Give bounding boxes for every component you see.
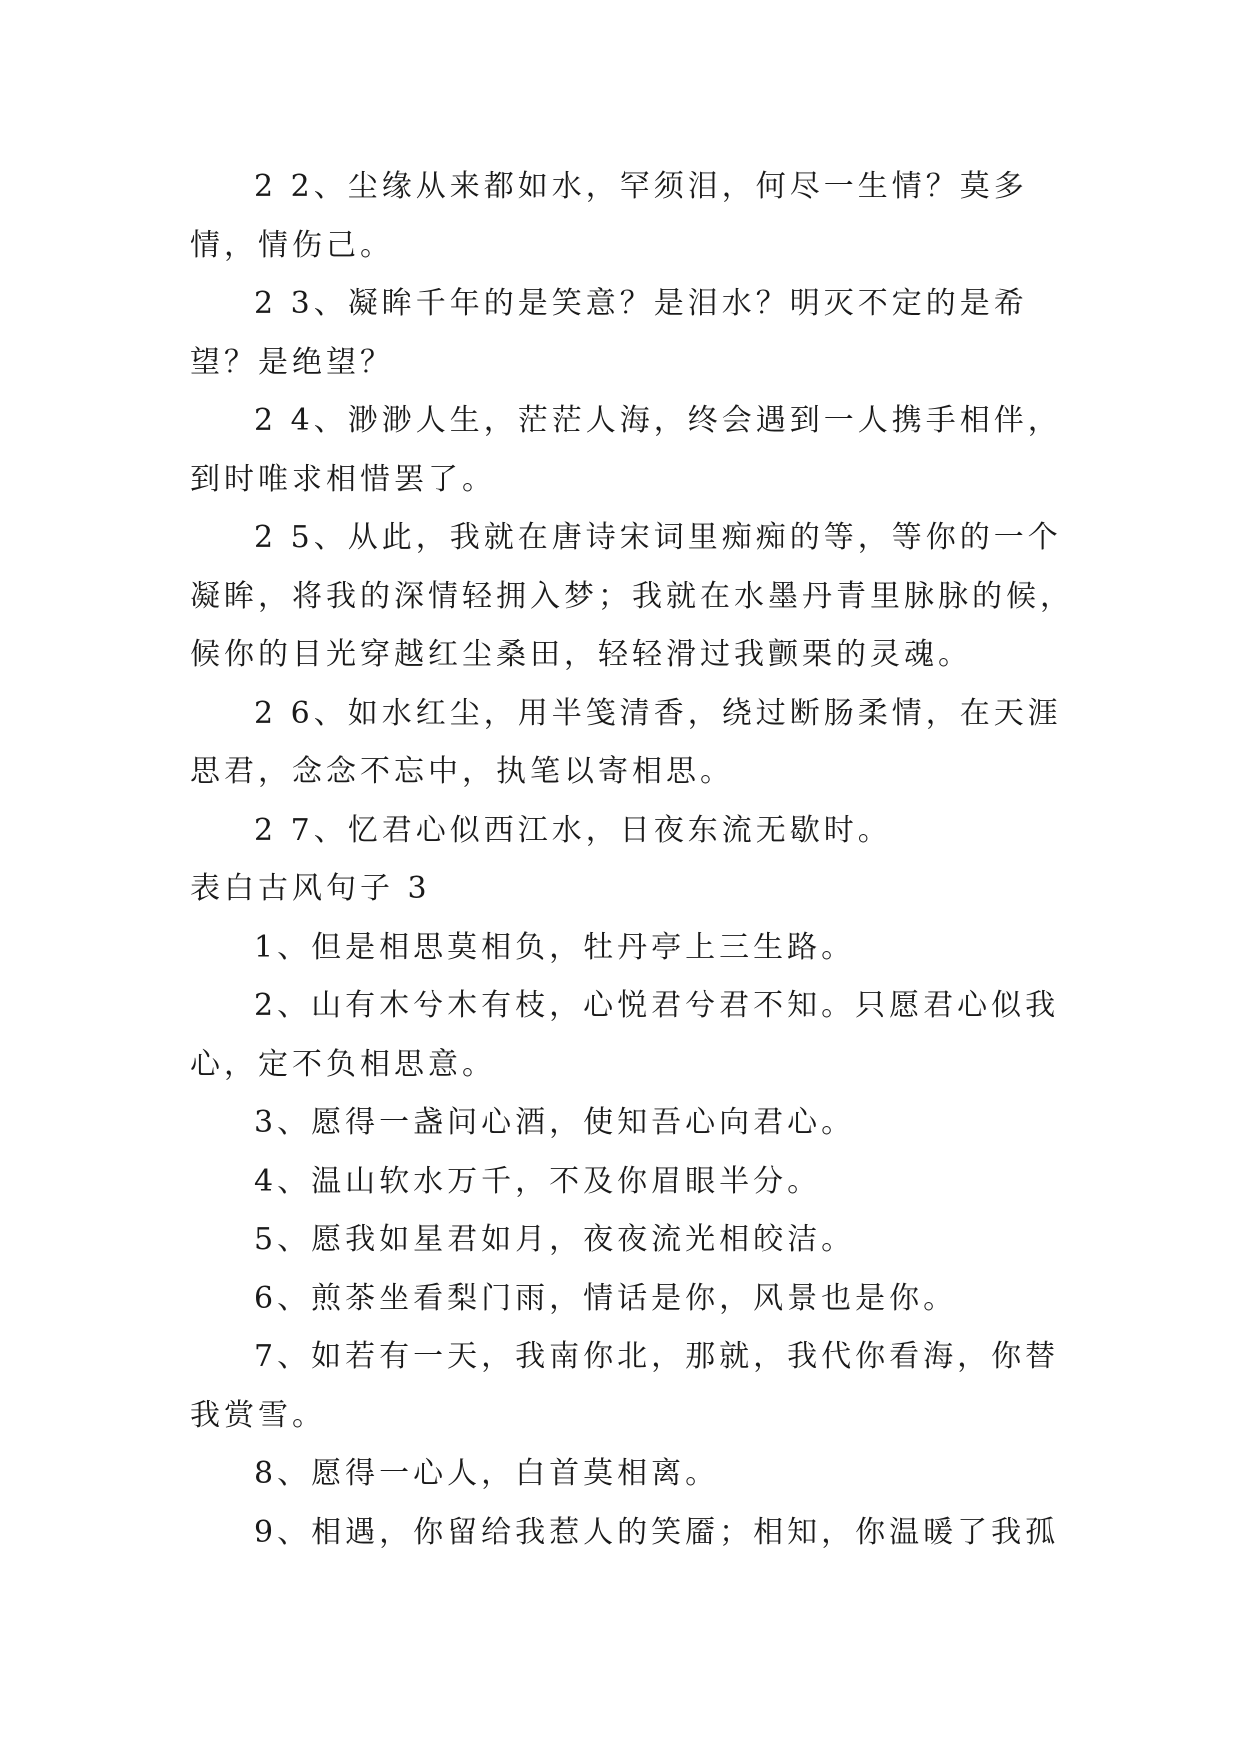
paragraph-4: 4、温山软水万千，不及你眉眼半分。 <box>254 1163 822 1199</box>
paragraph-8: 8、愿得一心人，白首莫相离。 <box>254 1456 720 1491</box>
section-heading: 表白古风句子 3 <box>190 871 431 906</box>
paragraph-5: 5、愿我如星君如月，夜夜流光相皎洁。 <box>254 1222 856 1257</box>
paragraph-9: 9、相遇，你留给我惹人的笑靥；相知，你温暖了我孤 <box>254 1514 1060 1550</box>
paragraph-2: 2、山有木兮木有枝，心悦君兮君不知。只愿君心似我心，定不负相思意。 <box>190 988 1060 1082</box>
paragraph-23: 2 3、凝眸千年的是笑意？是泪水？明灭不定的是希望？是绝望？ <box>190 286 1028 380</box>
paragraph-22: 2 2、尘缘从来都如水，罕须泪，何尽一生情？莫多情，情伤己。 <box>190 169 1028 263</box>
paragraph-25: 2 5、从此，我就在唐诗宋词里痴痴的等，等你的一个凝眸，将我的深情轻拥入梦；我就在水墨丹青里脉脉的候，候你的目光穿越红尘桑田，轻轻滑过我颤栗的灵魂。 <box>190 520 1074 672</box>
paragraph-7: 7、如若有一天，我南你北，那就，我代你看海，你替我赏雪。 <box>190 1339 1060 1433</box>
paragraph-1: 1、但是相思莫相负，牡丹亭上三生路。 <box>254 929 856 965</box>
paragraph-26: 2 6、如水红尘，用半笺清香，绕过断肠柔情，在天涯思君，念念不忘中，执笔以寄相思。 <box>190 695 1062 789</box>
paragraph-27: 2 7、忆君心似西江水，日夜东流无歇时。 <box>254 812 892 848</box>
paragraph-24: 2 4、渺渺人生，茫茫人海，终会遇到一人携手相伴，到时唯求相惜罢了。 <box>190 403 1062 497</box>
document-body <box>190 158 1080 1562</box>
paragraph-6: 6、煎茶坐看梨门雨，情话是你，风景也是你。 <box>254 1280 958 1316</box>
paragraph-3: 3、愿得一盏问心酒，使知吾心向君心。 <box>254 1105 856 1140</box>
